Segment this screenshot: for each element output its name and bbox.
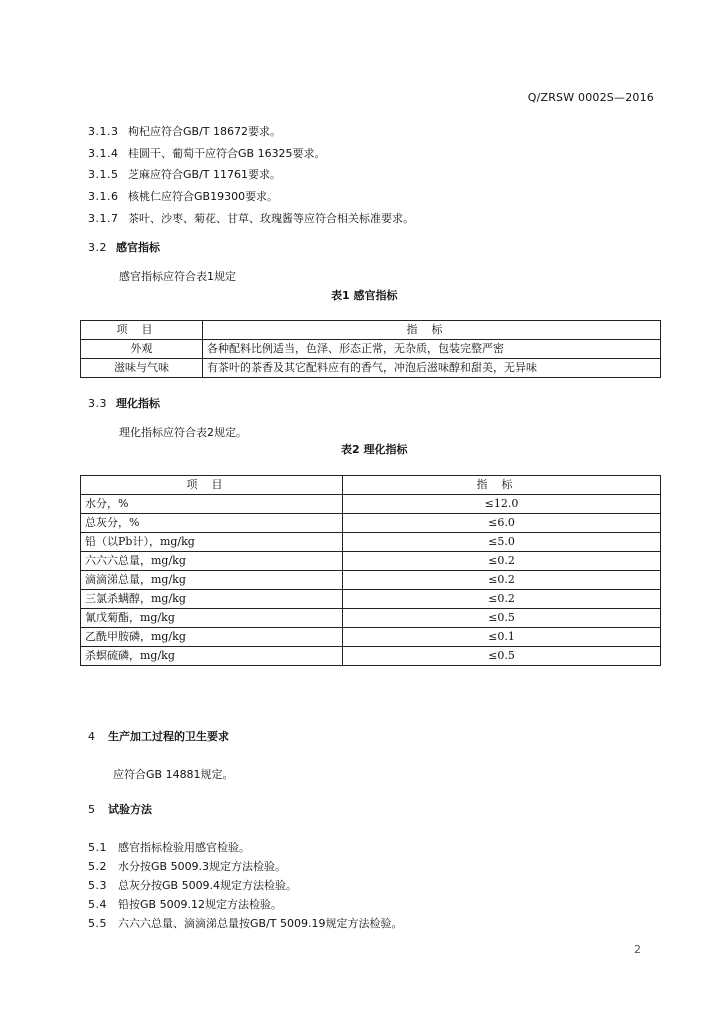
clause-number: 3.1.4 (88, 147, 119, 160)
table-row (81, 359, 661, 378)
clause-5-1 (88, 839, 250, 855)
clause-3-1-6 (88, 188, 278, 204)
table-header-row (81, 476, 661, 495)
clause-text: 铅按GB 5009.12规定方法检验。 (118, 898, 283, 911)
section-5-heading (88, 801, 152, 817)
section-title: 感官指标 (116, 241, 160, 254)
header-cell: 指标 (203, 321, 661, 340)
header-cell: 项目 (81, 476, 343, 495)
table-row (81, 628, 661, 647)
section-number: 4 (88, 730, 96, 743)
table2-caption: 表2 理化指标 (341, 443, 408, 456)
table-cell: ≤0.1 (343, 628, 661, 647)
clause-number: 5.2 (88, 860, 107, 873)
header-cell: 项目 (81, 321, 203, 340)
table-row (81, 514, 661, 533)
section-title: 试验方法 (108, 803, 152, 816)
clause-text: 芝麻应符合GB/T 11761要求。 (128, 168, 281, 181)
sensory-table (80, 320, 661, 378)
clause-number: 5.5 (88, 917, 107, 930)
clause-number: 5.1 (88, 841, 107, 854)
clause-text: 核桃仁应符合GB19300要求。 (128, 190, 279, 203)
clause-text: 六六六总量、滴滴涕总量按GB/T 5009.19规定方法检验。 (118, 917, 403, 930)
clause-text: 桂圆干、葡萄干应符合GB 16325要求。 (128, 147, 326, 160)
table-cell: ≤0.5 (343, 609, 661, 628)
clause-number: 3.1.3 (88, 125, 119, 138)
clause-text: 水分按GB 5009.3规定方法检验。 (118, 860, 287, 873)
table-cell: ≤12.0 (343, 495, 661, 514)
table-cell: 氰戊菊酯，mg/kg (81, 609, 343, 628)
section-number: 5 (88, 803, 96, 816)
physicochemical-table (80, 475, 661, 666)
clause-5-5 (88, 915, 402, 931)
table-cell: ≤0.2 (343, 552, 661, 571)
clause-number: 3.1.7 (88, 212, 119, 225)
table-cell: 外观 (81, 340, 203, 359)
section-4-heading (88, 728, 229, 744)
table-cell: 乙酰甲胺磷，mg/kg (81, 628, 343, 647)
table-cell: ≤5.0 (343, 533, 661, 552)
section-title: 理化指标 (116, 397, 160, 410)
table-cell: 各种配料比例适当，色泽、形态正常，无杂质，包装完整严密 (203, 340, 661, 359)
clause-5-3 (88, 877, 297, 893)
clause-5-2 (88, 858, 286, 874)
table-row (81, 647, 661, 666)
table-cell: 有茶叶的茶香及其它配料应有的香气，冲泡后滋味醇和甜美，无异味 (203, 359, 661, 378)
clause-5-4 (88, 896, 282, 912)
clause-text: 枸杞应符合GB/T 18672要求。 (128, 125, 281, 138)
section-3-2-paragraph: 感官指标应符合表1规定 (119, 270, 236, 283)
table-cell: 六六六总量，mg/kg (81, 552, 343, 571)
section-3-3-heading (88, 395, 160, 411)
table-cell: 杀螟硫磷，mg/kg (81, 647, 343, 666)
section-number: 3.3 (88, 397, 107, 410)
clause-text: 茶叶、沙枣、菊花、甘草、玫瑰酱等应符合相关标准要求。 (128, 212, 414, 225)
section-3-2-heading (88, 239, 160, 255)
table-cell: 水分，% (81, 495, 343, 514)
section-number: 3.2 (88, 241, 107, 254)
table-row (81, 571, 661, 590)
table-cell: 三氯杀螨醇，mg/kg (81, 590, 343, 609)
section-3-3-paragraph: 理化指标应符合表2规定。 (119, 426, 247, 439)
section-title: 生产加工过程的卫生要求 (108, 730, 229, 743)
clause-3-1-4 (88, 145, 326, 161)
table-cell: 滴滴涕总量，mg/kg (81, 571, 343, 590)
section-4-paragraph: 应符合GB 14881规定。 (113, 768, 234, 781)
standard-code: Q/ZRSW 0002S—2016 (527, 91, 654, 104)
table-cell: ≤0.5 (343, 647, 661, 666)
table-cell: ≤0.2 (343, 571, 661, 590)
header-cell: 指标 (343, 476, 661, 495)
table-row (81, 495, 661, 514)
clause-number: 3.1.5 (88, 168, 119, 181)
clause-number: 5.4 (88, 898, 107, 911)
table-header-row (81, 321, 661, 340)
clause-text: 总灰分按GB 5009.4规定方法检验。 (118, 879, 298, 892)
table-row (81, 552, 661, 571)
table-cell: ≤0.2 (343, 590, 661, 609)
table-row (81, 590, 661, 609)
table-row (81, 533, 661, 552)
clause-3-1-3 (88, 123, 281, 139)
table-cell: 铅（以Pb计），mg/kg (81, 533, 343, 552)
page-number: 2 (634, 943, 641, 956)
table-cell: 总灰分，% (81, 514, 343, 533)
table-cell: ≤6.0 (343, 514, 661, 533)
clause-text: 感官指标检验用感官检验。 (118, 841, 250, 854)
table1-caption: 表1 感官指标 (331, 289, 398, 302)
clause-number: 3.1.6 (88, 190, 119, 203)
table-cell: 滋味与气味 (81, 359, 203, 378)
clause-number: 5.3 (88, 879, 107, 892)
clause-3-1-7 (88, 210, 414, 226)
table-row (81, 609, 661, 628)
table-row (81, 340, 661, 359)
clause-3-1-5 (88, 166, 281, 182)
